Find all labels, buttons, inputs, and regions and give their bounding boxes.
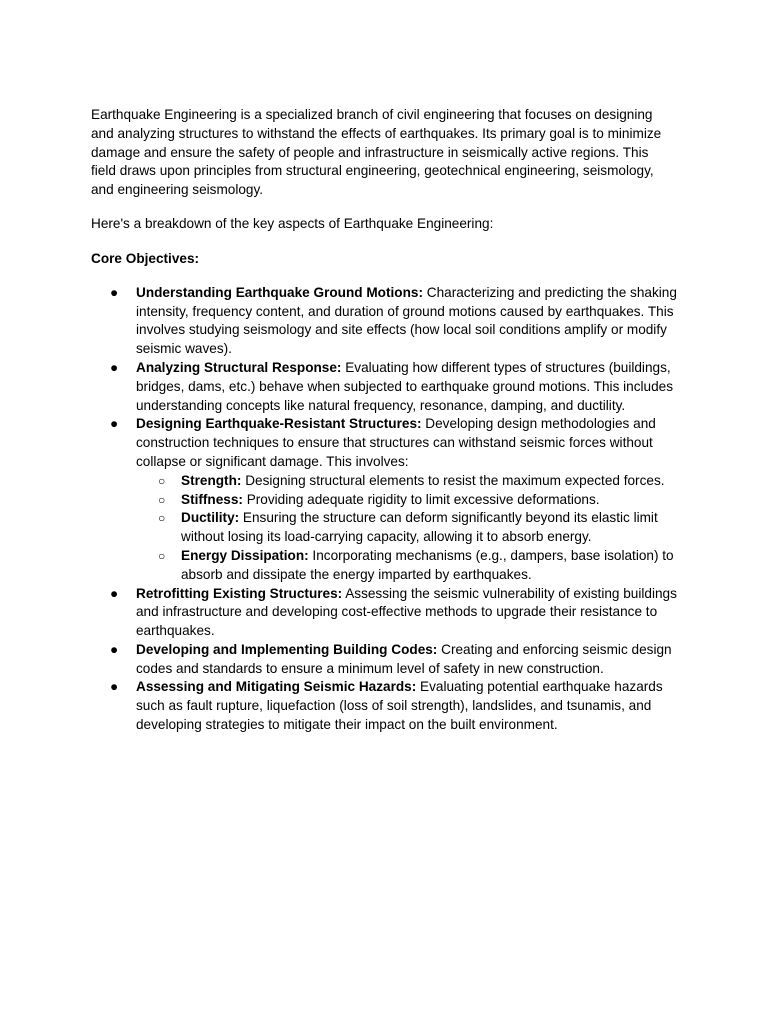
- sub-item-text: Providing adequate rigidity to limit excessive deformations.: [242, 491, 600, 507]
- item-title: Designing Earthquake-Resistant Structures:: [136, 416, 422, 432]
- sub-item-title: Strength:: [181, 472, 242, 488]
- item-title: Developing and Implementing Building Codes:: [136, 641, 438, 657]
- list-item: [91, 415, 677, 584]
- bullet-icon: ●: [110, 641, 119, 657]
- item-title: Retrofitting Existing Structures:: [136, 585, 343, 601]
- bullet-icon: ●: [110, 679, 119, 695]
- item-text: Evaluating potential earthquake hazards such as fault rupture, liquefaction (loss of soil strength), landslides, and tsunamis, and developing strategies to mitigate their impact on the built environment.: [136, 679, 663, 733]
- hollow-bullet-icon: ○: [158, 511, 166, 526]
- intro-paragraph: Earthquake Engineering is a specialized branch of civil engineering that focuses on designing and analyzing structures to withstand the effects of earthquakes. Its primary goal is to minimize damage and ensure the safety of people and infrastructure in seismically active regions. This field draws upon principles from structural engineering, geotechnical engineering, seismology, and engineering seismology.: [91, 107, 662, 198]
- sub-list-item: [136, 472, 677, 491]
- item-title: Understanding Earthquake Ground Motions:: [136, 284, 423, 300]
- item-text: Creating and enforcing seismic design codes and standards to ensure a minimum level of safety in new construction.: [136, 641, 672, 676]
- core-objectives-heading: Core Objectives:: [91, 250, 200, 266]
- sub-item-title: Energy Dissipation:: [181, 547, 309, 563]
- bullet-icon: ●: [110, 359, 119, 375]
- sub-item-text: Incorporating mechanisms (e.g., dampers, base isolation) to absorb and dissipate the energy imparted by earthquakes.: [181, 547, 674, 582]
- sub-list: [136, 472, 677, 585]
- document-page: [91, 106, 677, 735]
- item-text: Assessing the seismic vulnerability of existing buildings and infrastructure and developing cost-effective methods to upgrade their resistance to earthquakes.: [136, 585, 677, 639]
- hollow-bullet-icon: ○: [158, 473, 166, 488]
- sub-list-item: [136, 547, 677, 585]
- sub-list-item: [136, 509, 677, 547]
- bullet-icon: ●: [110, 585, 119, 601]
- list-item: [91, 359, 677, 415]
- bullet-icon: ●: [110, 284, 119, 300]
- breakdown-paragraph: Here's a breakdown of the key aspects of Earthquake Engineering:: [91, 216, 494, 232]
- item-title: Assessing and Mitigating Seismic Hazards:: [136, 679, 417, 695]
- list-item: [91, 284, 677, 359]
- sub-item-text: Designing structural elements to resist the maximum expected forces.: [241, 472, 665, 488]
- hollow-bullet-icon: ○: [158, 492, 166, 507]
- sub-item-title: Ductility:: [181, 510, 240, 526]
- hollow-bullet-icon: ○: [158, 548, 166, 563]
- item-text: Developing design methodologies and construction techniques to ensure that structures can withstand seismic forces without collapse or significant damage. This involves:: [136, 416, 656, 469]
- objectives-list: [91, 284, 677, 735]
- sub-list-item: [136, 491, 677, 510]
- item-text: Evaluating how different types of structures (buildings, bridges, dams, etc.) behave when subjected to earthquake ground motions. This includes understanding concepts like natural frequency, resonance, damping, and ductility.: [136, 359, 674, 413]
- item-text: Characterizing and predicting the shaking intensity, frequency content, and duration of ground motions caused by earthquakes. This involves studying seismology and site effects (how local soil conditions amplify or modify seismic waves).: [136, 284, 677, 357]
- list-item: [91, 641, 677, 679]
- sub-item-text: Ensuring the structure can deform significantly beyond its elastic limit without losing its load-carrying capacity, allowing it to absorb energy.: [181, 510, 658, 545]
- item-title: Analyzing Structural Response:: [136, 359, 342, 375]
- sub-item-title: Stiffness:: [181, 491, 243, 507]
- bullet-icon: ●: [110, 416, 119, 432]
- list-item: [91, 585, 677, 641]
- list-item: [91, 678, 677, 734]
